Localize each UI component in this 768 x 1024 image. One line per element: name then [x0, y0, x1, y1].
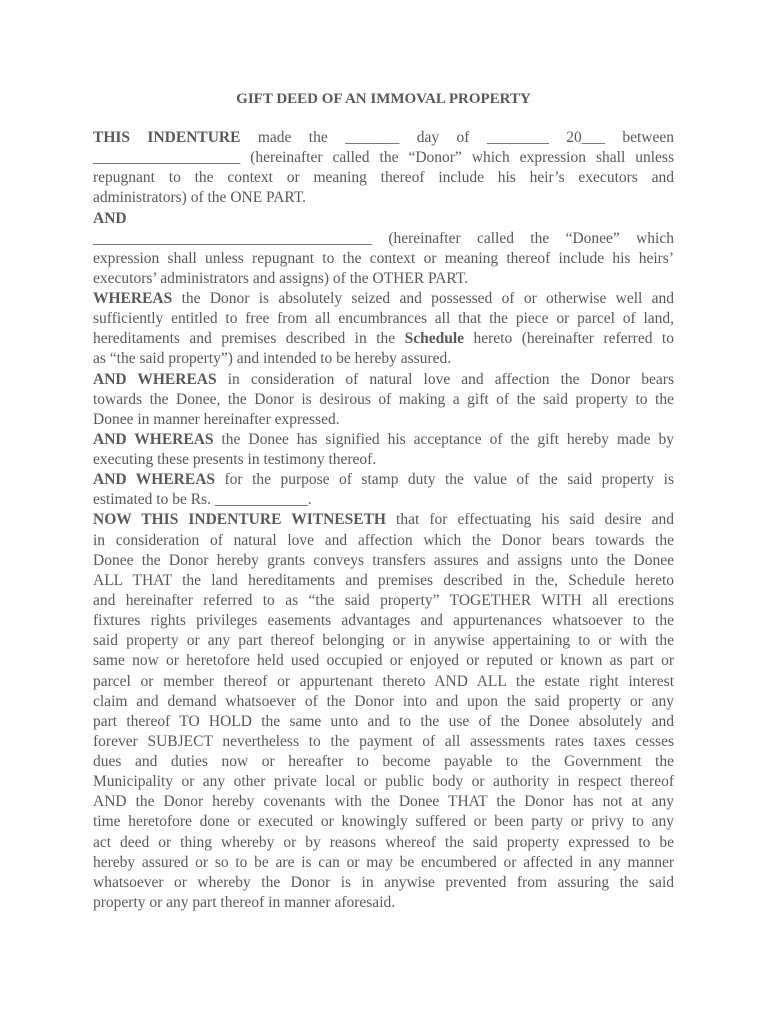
document-line [93, 833, 674, 853]
document-line [93, 732, 674, 752]
document-line [93, 470, 674, 490]
line-text: said property or any part thereof belonging or in anywise appertaining to or with the [93, 632, 674, 649]
bold-keyword: AND WHEREAS [93, 371, 217, 388]
document-line [93, 128, 674, 148]
document-line [93, 631, 674, 651]
document-line [93, 309, 674, 329]
document-line [93, 893, 674, 913]
document-line [93, 873, 674, 893]
line-text: made the _______ day of ________ 20___ between [257, 129, 674, 146]
document-line [93, 591, 674, 611]
line-text: time heretofore done or executed or knowingly suffered or been party or privy to any [93, 813, 674, 830]
line-text: and hereinafter referred to as “the said property” TOGETHER WITH all erections [93, 592, 674, 609]
line-text: towards the Donee, the Donor is desirous of making a gift of the said property to the [93, 391, 674, 408]
line-text: estimated to be Rs. ____________. [93, 491, 312, 508]
bold-keyword: NOW THIS INDENTURE WITNESETH [93, 511, 386, 528]
document-line [93, 692, 674, 712]
bold-keyword: THIS INDENTURE [93, 129, 241, 146]
document-line [93, 410, 674, 430]
line-text: dues and duties now or hereafter to become payable to the Government the [93, 753, 674, 770]
document-line [93, 450, 674, 470]
bold-keyword: Schedule [404, 330, 465, 347]
document-line [93, 672, 674, 692]
line-text: expression shall unless repugnant to the context or meaning thereof include his heirs’ [93, 250, 674, 267]
document-line [93, 752, 674, 772]
document-line [93, 188, 674, 208]
line-text: Donee in manner hereinafter expressed. [93, 411, 340, 428]
line-text: sufficiently entitled to free from all encumbrances all that the piece or parcel of land, [93, 310, 674, 327]
line-text: whatsoever or whereby the Donor is in anywise prevented from assuring the said [93, 874, 674, 891]
line-text: as “the said property”) and intended to be hereby assured. [93, 350, 452, 367]
document-line [93, 853, 674, 873]
line-text: act deed or thing whereby or by reasons whereof the said property expressed to be [93, 834, 674, 851]
document-line [93, 712, 674, 732]
document-line [93, 611, 674, 631]
line-text: ___________________ (hereinafter called the “Donor” which expression shall unless [93, 149, 674, 166]
line-text: hereto (hereinafter referred to [473, 330, 674, 347]
document-line [93, 209, 674, 229]
line-text: ALL THAT the land hereditaments and premises described in the, Schedule hereto [93, 572, 674, 589]
document-line [93, 390, 674, 410]
line-text: part thereof TO HOLD the same unto and to the use of the Donee absolutely and [93, 713, 674, 730]
line-text: ____________________________________ (hereinafter called the “Donee” which [93, 230, 674, 247]
line-text: in consideration of natural love and affection which the Donor bears towards the [93, 532, 674, 549]
document-line [93, 249, 674, 269]
line-text: same now or heretofore held used occupied or enjoyed or reputed or known as part or [93, 652, 674, 669]
document-line [93, 812, 674, 832]
document-line [93, 792, 674, 812]
line-text: Municipality or any other private local or public body or authority in respect thereof [93, 773, 674, 790]
line-text: administrators) of the ONE PART. [93, 189, 307, 206]
document-line [93, 148, 674, 168]
bold-keyword: WHEREAS [93, 290, 173, 307]
line-text: executors’ administrators and assigns) of the OTHER PART. [93, 270, 469, 287]
document-line [93, 651, 674, 671]
document-line [93, 329, 674, 349]
line-text: property or any part thereof in manner aforesaid. [93, 894, 396, 911]
document-line [93, 772, 674, 792]
document-line [93, 229, 674, 249]
line-text: Donee the Donor hereby grants conveys transfers assures and assigns unto the Donee [93, 552, 674, 569]
document-line [93, 531, 674, 551]
line-text: executing these presents in testimony thereof. [93, 451, 377, 468]
line-text: in consideration of natural love and affection the Donor bears [227, 371, 675, 388]
line-text: repugnant to the context or meaning thereof include his heir’s executors and [93, 169, 674, 186]
document-title: GIFT DEED OF AN IMMOVAL PROPERTY [236, 91, 531, 107]
document-line [93, 168, 674, 188]
bold-keyword: AND WHEREAS [93, 471, 216, 488]
line-text: fixtures rights privileges easements advantages and appurtenances whatsoever to the [93, 612, 674, 629]
line-text: hereby assured or so to be are is can or may be encumbered or affected in any manner [93, 854, 674, 871]
document-line [93, 430, 674, 450]
line-text: the Donor is absolutely seized and possessed of or otherwise well and [181, 290, 675, 307]
document-line [93, 490, 674, 510]
document-line [93, 349, 674, 369]
document-line [93, 370, 674, 390]
line-text: that for effectuating his said desire and [396, 511, 674, 528]
bold-keyword: AND WHEREAS [93, 431, 214, 448]
line-text: claim and demand whatsoever of the Donor into and upon the said property or any [93, 693, 674, 710]
document-line [93, 571, 674, 591]
document-line [93, 289, 674, 309]
document-line [93, 551, 674, 571]
line-text: forever SUBJECT nevertheless to the payment of all assessments rates taxes cesses [93, 733, 674, 750]
line-text: AND the Donor hereby covenants with the Donee THAT the Donor has not at any [93, 793, 674, 810]
document-line [93, 269, 674, 289]
document-line [93, 510, 674, 530]
line-text: the Donee has signified his acceptance of the gift hereby made by [221, 431, 675, 448]
line-text: parcel or member thereof or appurtenant thereto AND ALL the estate right interest [93, 673, 674, 690]
line-text: for the purpose of stamp duty the value of the said property is [224, 471, 675, 488]
bold-keyword: AND [93, 210, 127, 227]
line-text: hereditaments and premises described in the [93, 330, 396, 347]
